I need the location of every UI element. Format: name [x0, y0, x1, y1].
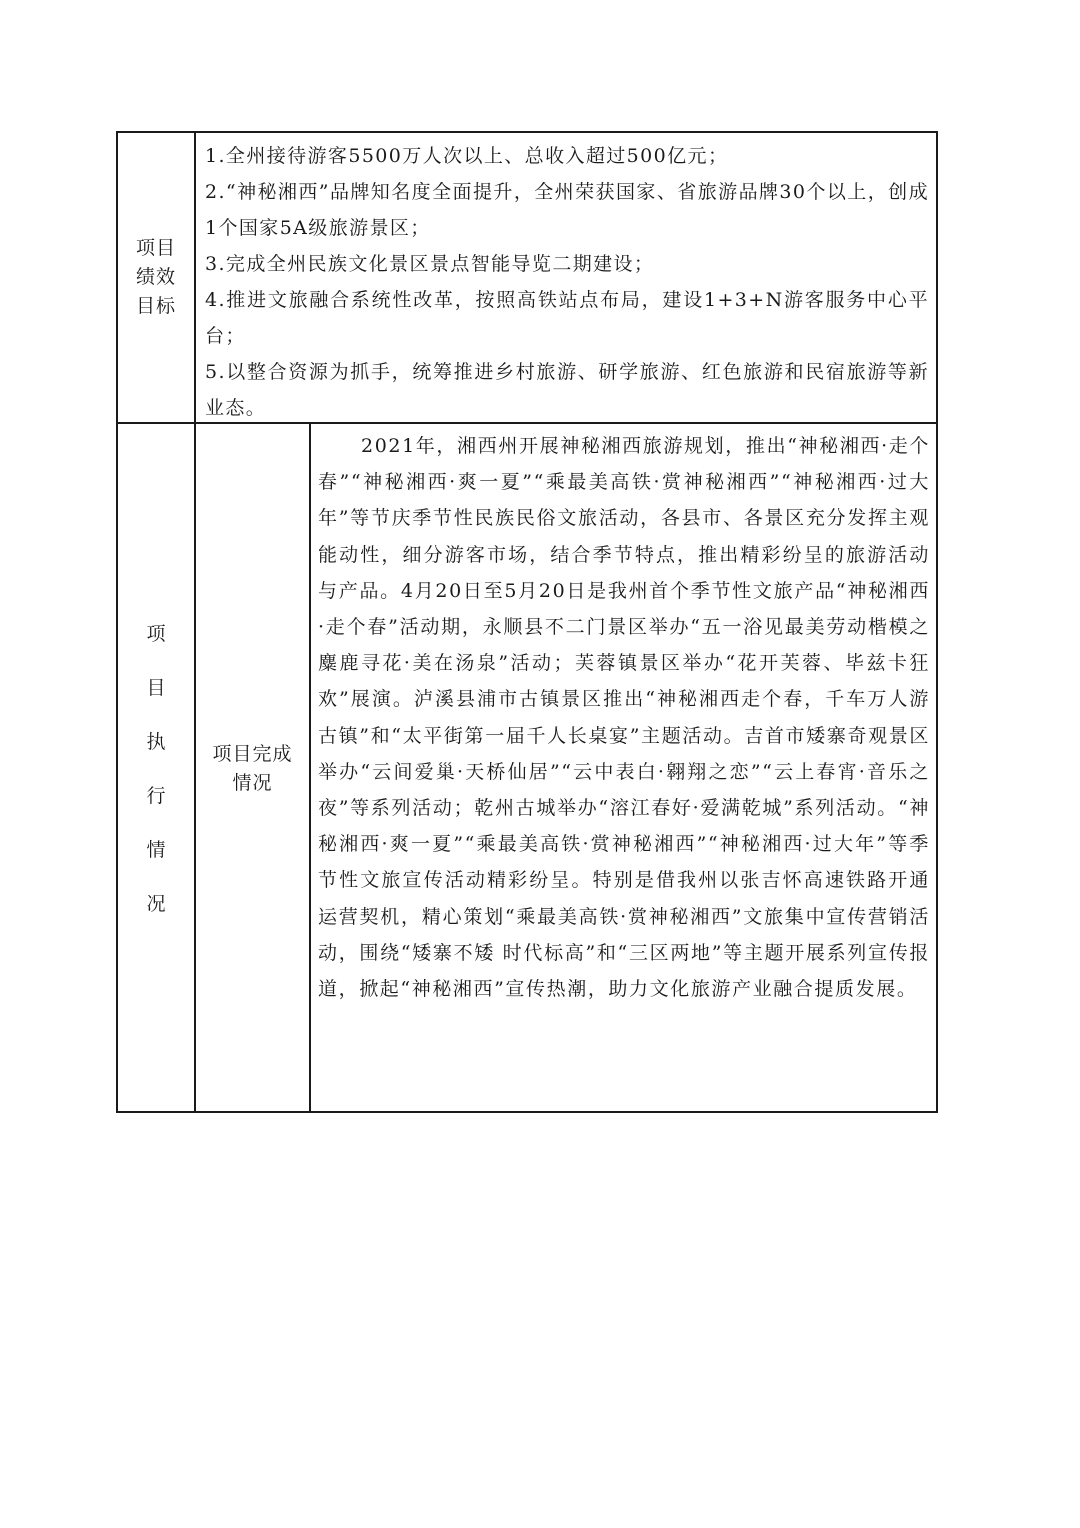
goal-item: 2.“神秘湘西”品牌知名度全面提升，全州荣获国家、省旅游品牌30个以上，创成1个国家5A级旅游景区；: [205, 181, 929, 239]
goal-item: 4.推进文旅融合系统性改革，按照高铁站点布局，建设1+3+N游客服务中心平台；: [205, 289, 929, 347]
execution-label-char: 执: [146, 730, 166, 753]
execution-label-char: 目: [146, 676, 166, 699]
goal-item: 5.以整合资源为抓手，统筹推进乡村旅游、研学旅游、红色旅游和民宿旅游等新业态。: [205, 361, 929, 419]
execution-label-char: 情: [146, 838, 166, 861]
completion-label: 项目完成情况: [212, 742, 293, 794]
column-divider-sub: [309, 422, 311, 1113]
goal-item: 1.全州接待游客5500万人次以上、总收入超过500亿元；: [205, 145, 729, 167]
goals-list: [205, 138, 929, 426]
execution-label: [118, 424, 194, 1113]
completion-text: 2021年，湘西州开展神秘湘西旅游规划，推出“神秘湘西·走个春”“神秘湘西·爽一夏”“乘最美高铁·赏神秘湘西”“神秘湘西·过大年”等节庆季节性民族民俗文旅活动，各县市、各景区充分发挥主观能动性，细分游客市场，结合季节特点，推出精彩纷呈的旅游活动与产品。4月20日至5月20日是我州首个季节性文旅产品“神秘湘西·走个春”活动期，永顺县不二门景区举办“五一浴见最美劳动楷模之麋鹿寻花·美在汤泉”活动；芙蓉镇景区举办“花开芙蓉、毕兹卡狂欢”展演。泸溪县浦市古镇景区推出“神秘湘西走个春，千车万人游古镇”和“太平街第一届千人长桌宴”主题活动。吉首市矮寨奇观景区举办“云间爱巢·天桥仙居”“云中表白·翱翔之恋”“云上春宵·音乐之夜”等系列活动；乾州古城举办“溶江春好·爱满乾城”系列活动。“神秘湘西·爽一夏”“乘最美高铁·赏神秘湘西”“神秘湘西·过大年”等季节性文旅宣传活动精彩纷呈。特别是借我州以张吉怀高速铁路开通运营契机，精心策划“乘最美高铁·赏神秘湘西”文旅集中宣传营销活动，围绕“矮寨不矮 时代标高”和“三区两地”等主题开展系列宣传报道，掀起“神秘湘西”宣传热潮，助力文化旅游产业融合提质发展。: [318, 435, 930, 1001]
goals-label-cell: [118, 133, 194, 422]
execution-label-char: 况: [146, 892, 166, 915]
execution-label-char: 项: [146, 622, 166, 645]
execution-label-char: 行: [146, 784, 166, 807]
goal-item: 3.完成全州民族文化景区景点智能导览二期建设；: [205, 253, 655, 275]
completion-label-cell: [196, 424, 309, 1113]
goals-label: 项目绩效目标: [135, 237, 176, 317]
